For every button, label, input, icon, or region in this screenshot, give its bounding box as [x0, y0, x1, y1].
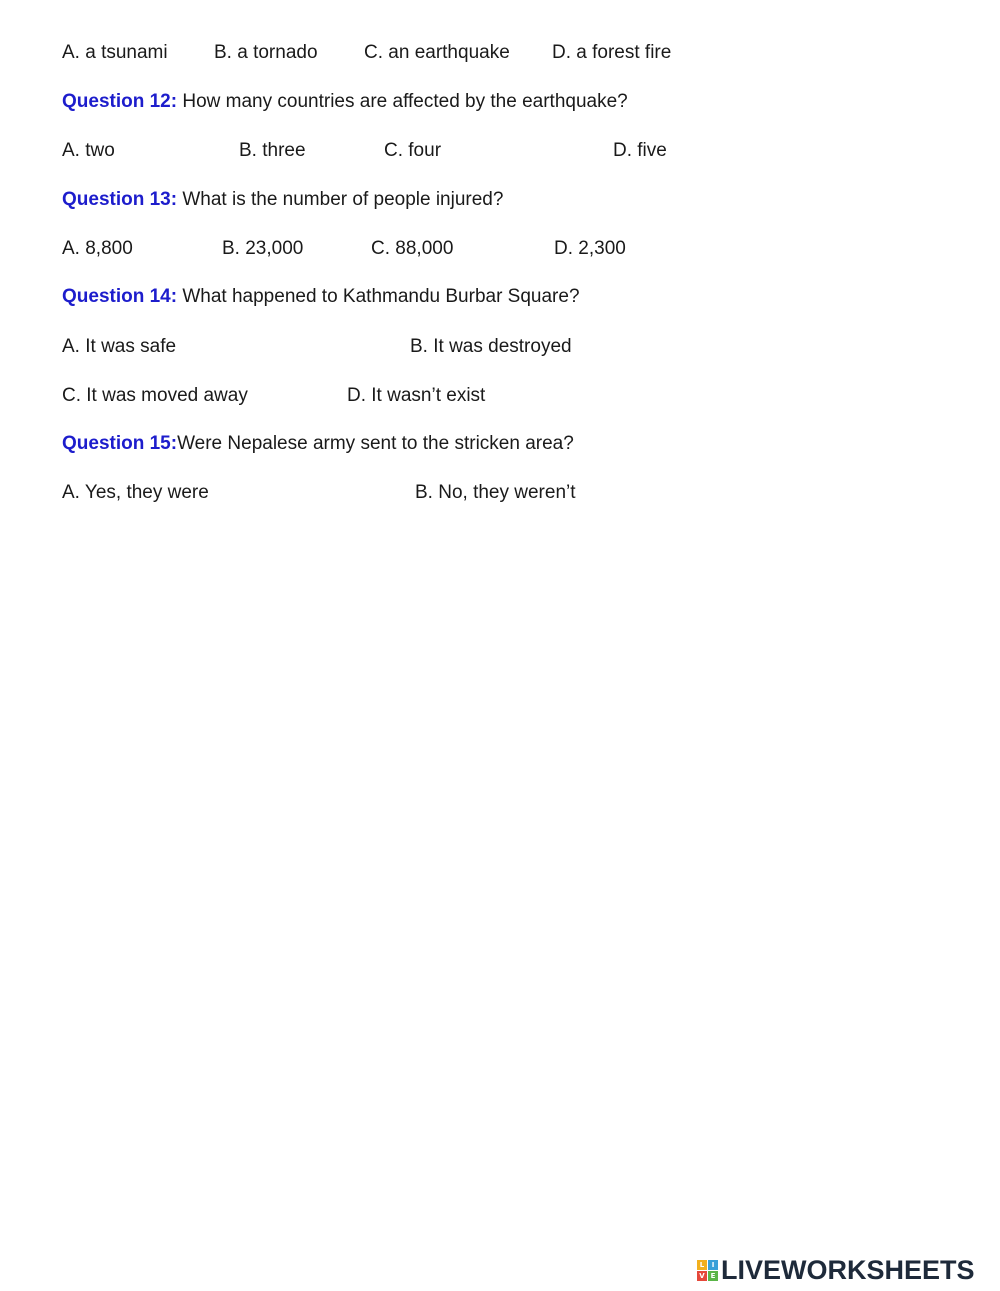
q14-text: What happened to Kathmandu Burbar Square? — [177, 286, 580, 307]
q14-option-a[interactable]: A. It was safe — [62, 336, 177, 357]
q12-option-d[interactable]: D. five — [613, 140, 667, 161]
q14-option-b[interactable]: B. It was destroyed — [410, 336, 572, 357]
q13-text: What is the number of people injured? — [177, 189, 504, 210]
q15-label: Question 15: — [62, 433, 178, 454]
q14-label: Question 14: — [62, 286, 178, 307]
q12-label: Question 12: — [62, 91, 178, 112]
q12-text: How many countries are affected by the earthquake? — [177, 91, 628, 112]
q15-question — [62, 432, 574, 456]
q12-option-c[interactable]: C. four — [384, 140, 442, 161]
logo-mark-icon — [697, 1260, 718, 1281]
q13-option-d[interactable]: D. 2,300 — [554, 238, 626, 259]
q14-option-c[interactable]: C. It was moved away — [62, 385, 248, 406]
q14-question — [62, 285, 580, 309]
logo-mark-letter: L — [697, 1260, 707, 1270]
q13-option-b[interactable]: B. 23,000 — [222, 238, 304, 259]
logo-mark-letter: I — [708, 1260, 718, 1270]
q13-option-c[interactable]: C. 88,000 — [371, 238, 454, 259]
q13-option-a[interactable]: A. 8,800 — [62, 238, 133, 259]
q13-label: Question 13: — [62, 189, 178, 210]
q11-option-b[interactable]: B. a tornado — [214, 42, 318, 63]
logo-text: LIVEWORKSHEETS — [721, 1255, 975, 1285]
q12-option-a[interactable]: A. two — [62, 140, 115, 161]
q11-option-c[interactable]: C. an earthquake — [364, 42, 510, 63]
q11-option-d[interactable]: D. a forest fire — [552, 42, 672, 63]
q15-option-a[interactable]: A. Yes, they were — [62, 482, 209, 503]
q12-option-b[interactable]: B. three — [239, 140, 306, 161]
q14-option-d[interactable]: D. It wasn’t exist — [347, 385, 486, 406]
q15-option-b[interactable]: B. No, they weren’t — [415, 482, 576, 503]
q13-question — [62, 188, 503, 212]
liveworksheets-logo — [697, 1255, 975, 1286]
q11-option-a[interactable]: A. a tsunami — [62, 42, 168, 63]
q15-text: Were Nepalese army sent to the stricken area? — [177, 433, 574, 454]
logo-mark-letter: E — [708, 1271, 718, 1281]
logo-mark-letter: V — [697, 1271, 707, 1281]
q12-question — [62, 90, 628, 114]
